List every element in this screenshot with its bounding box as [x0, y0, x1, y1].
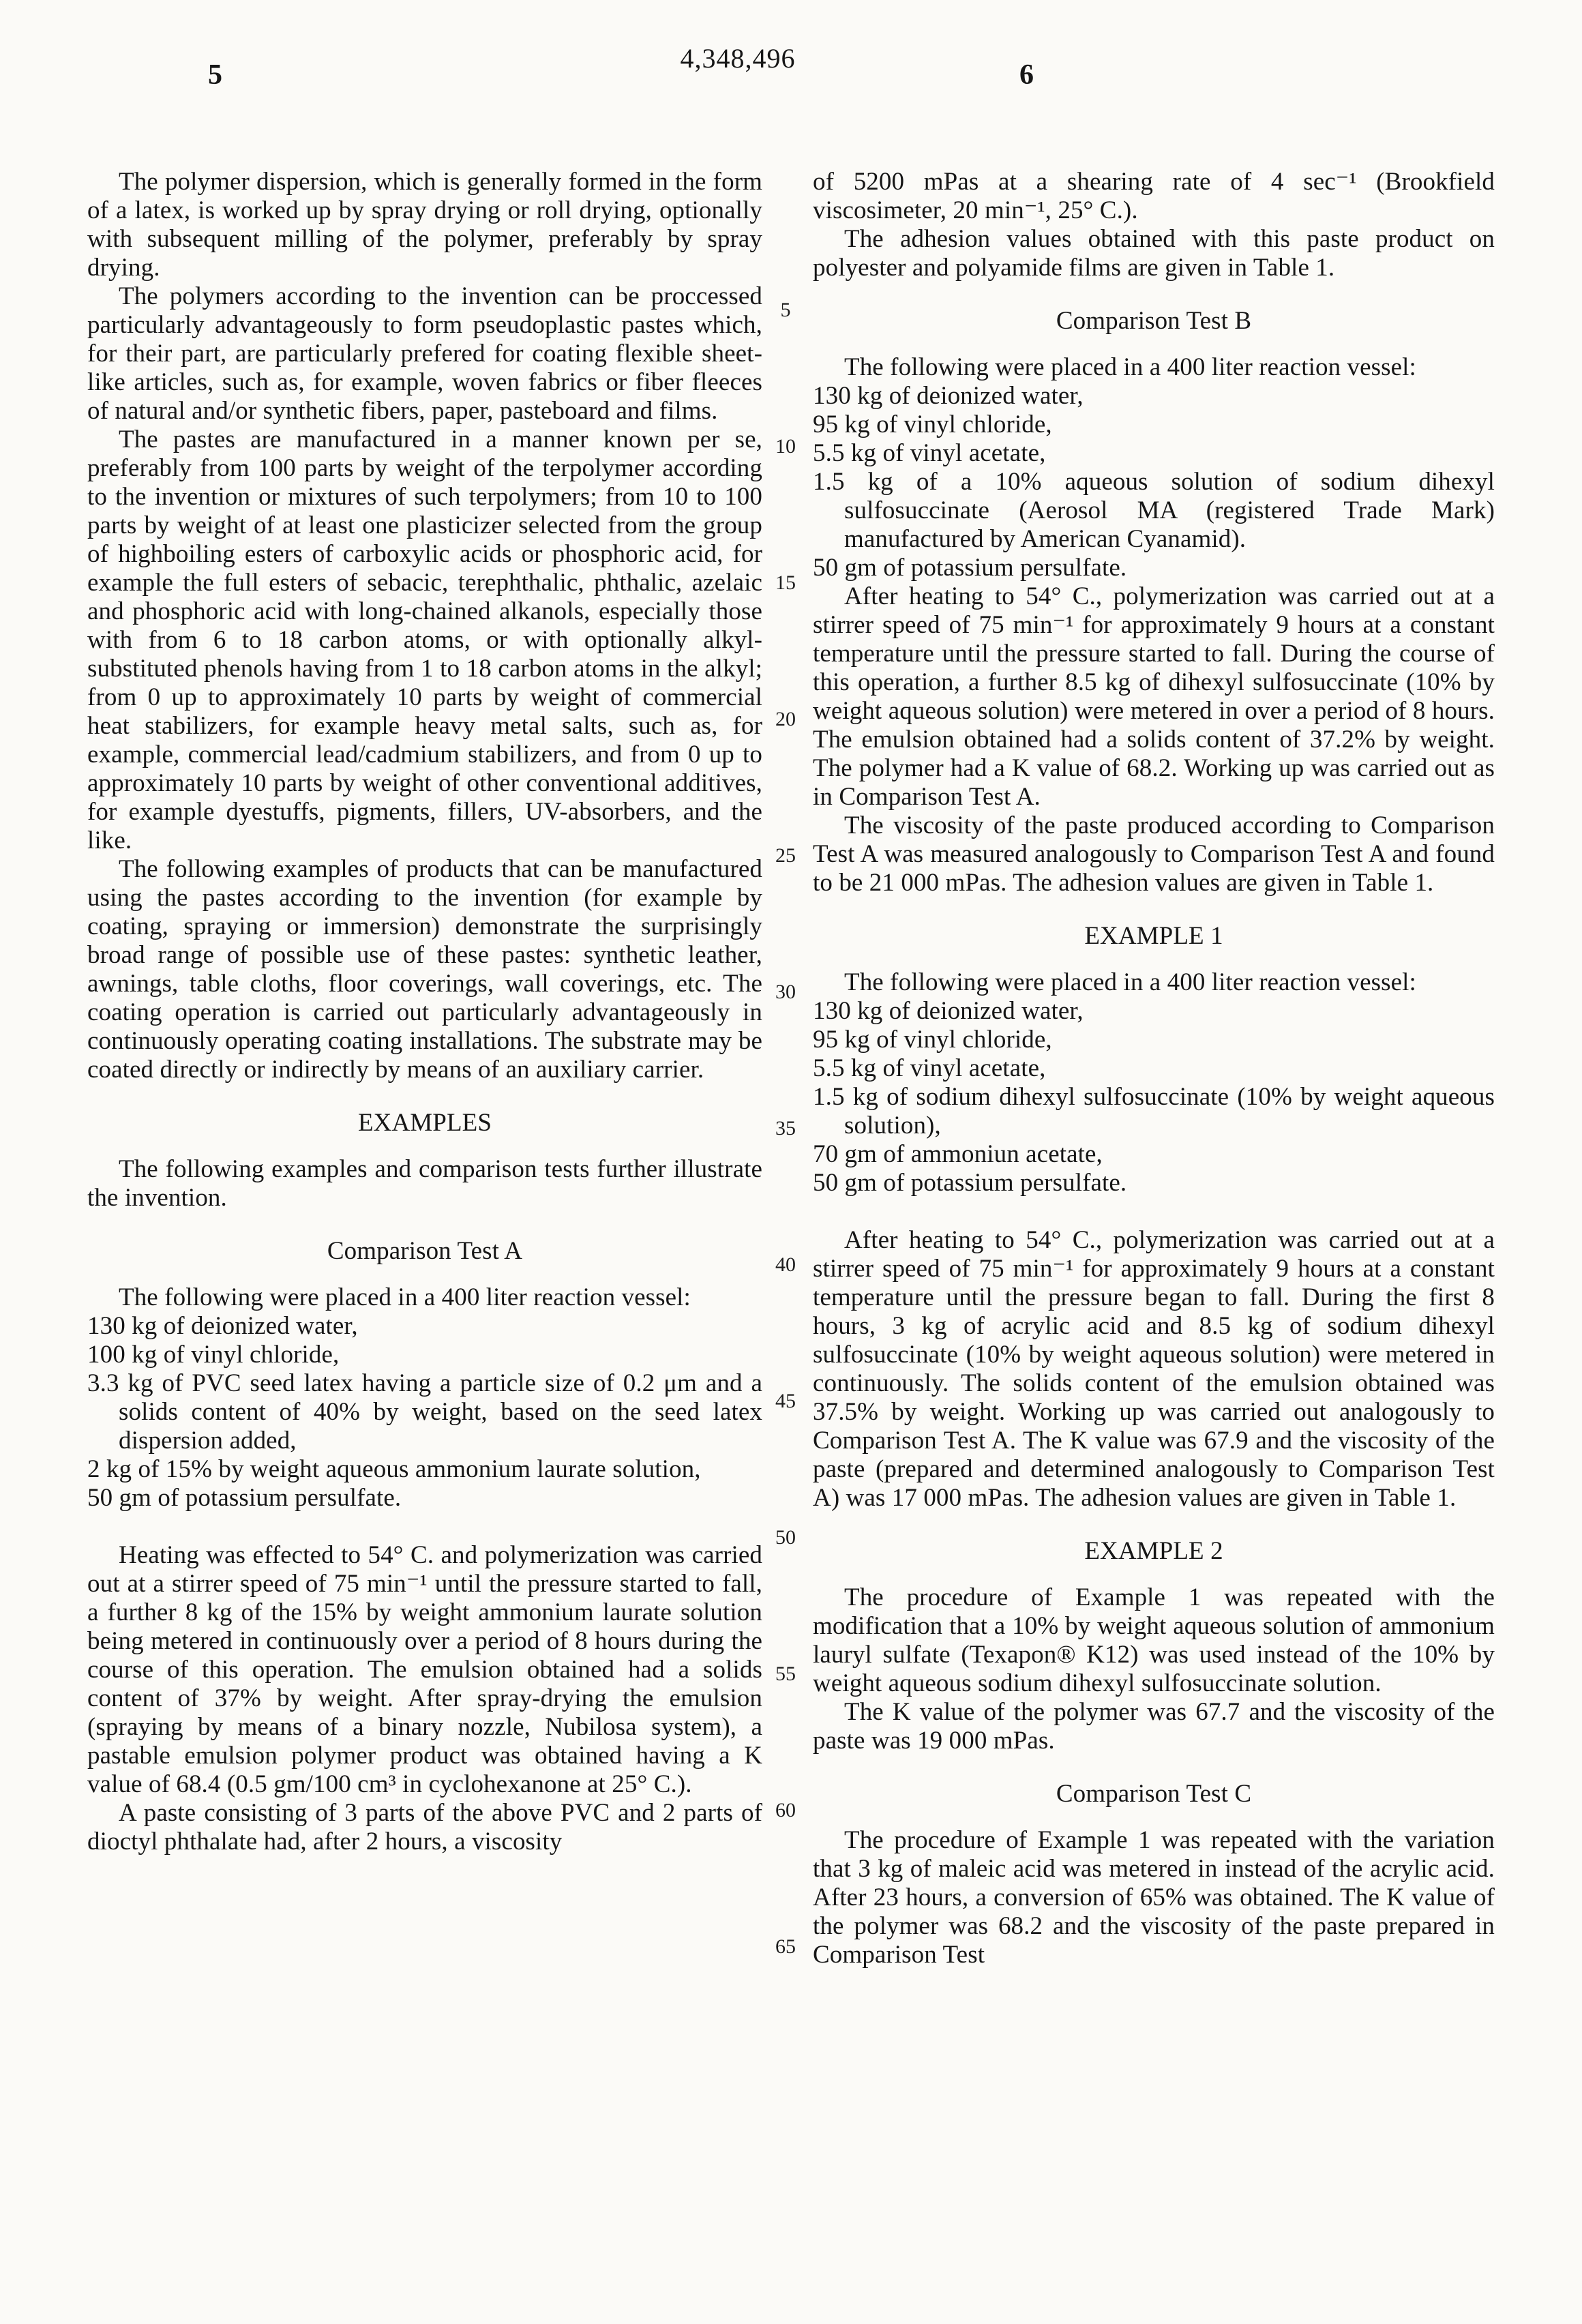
- ingredient-line: 130 kg of deionized water,: [813, 997, 1084, 1025]
- section-heading: EXAMPLES: [357, 1109, 492, 1137]
- paragraph: The following were placed in a 400 liter reaction vessel:: [119, 1283, 691, 1311]
- left-text-column: [87, 168, 762, 1856]
- ingredient-line: 1.5 kg of sodium dihexyl sulfosuccinate (10% by weight aqueous solution),: [813, 1083, 1495, 1139]
- ingredient-line: 2 kg of 15% by weight aqueous ammonium laurate solution,: [87, 1455, 701, 1483]
- ingredient-line: 130 kg of deionized water,: [87, 1312, 358, 1340]
- patent-number: 4,348,496: [680, 43, 796, 74]
- gutter-line-number: 35: [775, 1117, 796, 1139]
- section-heading: Comparison Test B: [1056, 307, 1252, 335]
- ingredient-line: 5.5 kg of vinyl acetate,: [813, 1054, 1046, 1082]
- paragraph: The following were placed in a 400 liter reaction vessel:: [844, 353, 1416, 381]
- gutter-line-number: 25: [775, 844, 796, 867]
- gutter-line-number: 30: [775, 981, 796, 1003]
- gutter-line-number: 65: [775, 1935, 796, 1958]
- gutter-line-number: 55: [775, 1663, 796, 1685]
- ingredient-line: 3.3 kg of PVC seed latex having a particle size of 0.2 μm and a solids content of 40% by weight, based on the seed latex dispersion added,: [87, 1369, 762, 1455]
- section-heading: EXAMPLE 1: [1084, 922, 1223, 950]
- paragraph: The following were placed in a 400 liter reaction vessel:: [844, 968, 1416, 996]
- continuation-paragraph: of 5200 mPas at a shearing rate of 4 sec⁻¹ (Brookfield viscosimeter, 20 min⁻¹, 25° C.).: [813, 168, 1495, 224]
- section-heading: Comparison Test C: [1056, 1780, 1252, 1808]
- column-number-left: 5: [208, 59, 222, 91]
- ingredient-line: 50 gm of potassium persulfate.: [87, 1484, 402, 1512]
- gutter-line-number: 60: [775, 1799, 796, 1821]
- ingredient-line: 50 gm of potassium persulfate.: [813, 554, 1127, 582]
- ingredient-line: 95 kg of vinyl chloride,: [813, 1026, 1052, 1054]
- paragraph: The polymers according to the invention can be proccessed particularly advantageously to form pseudoplastic pastes which, for their part, are particularly prefered for coating flexible sheet-like articles, such as, for example, woven fabrics or fiber fleeces of natural and/or synthetic fibers, paper, pasteboard and films.: [87, 282, 762, 425]
- ingredient-line: 50 gm of potassium persulfate.: [813, 1169, 1127, 1197]
- ingredient-line: 1.5 kg of a 10% aqueous solution of sodium dihexyl sulfosuccinate (Aerosol MA (registered Trade Mark) manufactured by American Cyanamid).: [813, 468, 1495, 553]
- paragraph: Heating was effected to 54° C. and polymerization was carried out at a stirrer speed of 75 min⁻¹ until the pressure started to fall, a further 8 kg of the 15% by weight ammonium laurate solution being metered in continuously over a period of 8 hours during the course of this operation. The emulsion obtained had a solids content of 37% by weight. After spray-drying the emulsion (spraying by means of a binary nozzle, Nubilosa system), a pastable emulsion polymer product was obtained having a K value of 68.4 (0.5 gm/100 cm³ in cyclohexanone at 25° C.).: [87, 1541, 762, 1798]
- ingredient-line: 70 gm of ammoniun acetate,: [813, 1140, 1103, 1168]
- paragraph: After heating to 54° C., polymerization was carried out at a stirrer speed of 75 min⁻¹ for approximately 9 hours at a constant temperature until the pressure began to fall. During the first 8 hours, 3 kg of acrylic acid and 8.5 kg of sodium dihexyl sulfosuccinate (10% by weight aqueous solution) were metered in continuously. The solids content of the emulsion obtained was 37.5% by weight. Working up was carried out analogously to Comparison Test A. The K value was 67.9 and the viscosity of the paste (prepared and determined analogously to Comparison Test A) was 17 000 mPas. The adhesion values are given in Table 1.: [813, 1226, 1495, 1512]
- paragraph: The viscosity of the paste produced according to Comparison Test A was measured analogously to Comparison Test A and found to be 21 000 mPas. The adhesion values are given in Table 1.: [813, 811, 1495, 897]
- ingredient-line: 100 kg of vinyl chloride,: [87, 1341, 340, 1369]
- paragraph: The K value of the polymer was 67.7 and the viscosity of the paste was 19 000 mPas.: [813, 1698, 1495, 1755]
- gutter-line-number: 20: [775, 708, 796, 730]
- ingredient-line: 5.5 kg of vinyl acetate,: [813, 439, 1046, 467]
- right-text-column: [813, 168, 1495, 1969]
- ingredient-line: 95 kg of vinyl chloride,: [813, 411, 1052, 438]
- section-heading: Comparison Test A: [327, 1237, 523, 1265]
- paragraph: The following examples and comparison tests further illustrate the invention.: [87, 1155, 762, 1212]
- paragraph: The adhesion values obtained with this paste product on polyester and polyamide films are given in Table 1.: [813, 225, 1495, 282]
- gutter-line-number: 15: [775, 571, 796, 594]
- paragraph: The following examples of products that can be manufactured using the pastes according to the invention (for example by coating, spraying or immersion) demonstrate the surprisingly broad range of possible use of these pastes: synthetic leather, awnings, table cloths, floor coverings, wall coverings, etc. The coating operation is carried out particularly advantageously in continuously operating coating installations. The substrate may be coated directly or indirectly by means of an auxiliary carrier.: [87, 855, 762, 1084]
- paragraph: The procedure of Example 1 was repeated with the modification that a 10% by weight aqueous solution of ammonium lauryl sulfate (Texapon® K12) was used instead of the 10% by weight aqueous sodium dihexyl sulfosuccinate solution.: [813, 1583, 1495, 1697]
- gutter-line-number: 10: [775, 435, 796, 458]
- paragraph: After heating to 54° C., polymerization was carried out at a stirrer speed of 75 min⁻¹ for approximately 9 hours at a constant temperature until the pressure started to fall. During the course of this operation, a further 8.5 kg of dihexyl sulfosuccinate (10% by weight aqueous solution) were metered in over a period of 8 hours. The emulsion obtained had a solids content of 37.2% by weight. The polymer had a K value of 68.2. Working up was carried out as in Comparison Test A.: [813, 582, 1495, 811]
- gutter-line-number: 40: [775, 1253, 796, 1276]
- gutter-line-number: 45: [775, 1390, 796, 1412]
- column-number-right: 6: [1019, 59, 1034, 91]
- paragraph: The procedure of Example 1 was repeated with the variation that 3 kg of maleic acid was metered in instead of the acrylic acid. After 23 hours, a conversion of 65% was obtained. The K value of the polymer was 68.2 and the viscosity of the paste prepared in Comparison Test: [813, 1826, 1495, 1969]
- ingredient-line: 130 kg of deionized water,: [813, 382, 1084, 410]
- gutter-line-number: 50: [775, 1526, 796, 1549]
- paragraph: A paste consisting of 3 parts of the above PVC and 2 parts of dioctyl phthalate had, after 2 hours, a viscosity: [87, 1799, 762, 1856]
- gutter-line-number: 5: [780, 299, 791, 321]
- paragraph: The polymer dispersion, which is generally formed in the form of a latex, is worked up by spray drying or roll drying, optionally with subsequent milling of the polymer, preferably by spray drying.: [87, 168, 762, 282]
- section-heading: EXAMPLE 2: [1084, 1537, 1223, 1565]
- paragraph: The pastes are manufactured in a manner known per se, preferably from 100 parts by weight of the terpolymer according to the invention or mixtures of such terpolymers; from 10 to 100 parts by weight of at least one plasticizer selected from the group of highboiling esters of carboxylic acids or phosphoric acid, for example the full esters of sebacic, terephthalic, phthalic, azelaic and phosphoric acid with long-chained alkanols, especially those with from 6 to 18 carbon atoms, or with optionally alkyl-substituted phenols having from 1 to 18 carbon atoms in the alkyl; from 0 up to approximately 10 parts by weight of commercial heat stabilizers, for example heavy metal salts, such as, for example, commercial lead/cadmium stabilizers, and from 0 up to approximately 10 parts by weight of other conventional additives, for example dyestuffs, pigments, fillers, UV-absorbers, and the like.: [87, 426, 762, 854]
